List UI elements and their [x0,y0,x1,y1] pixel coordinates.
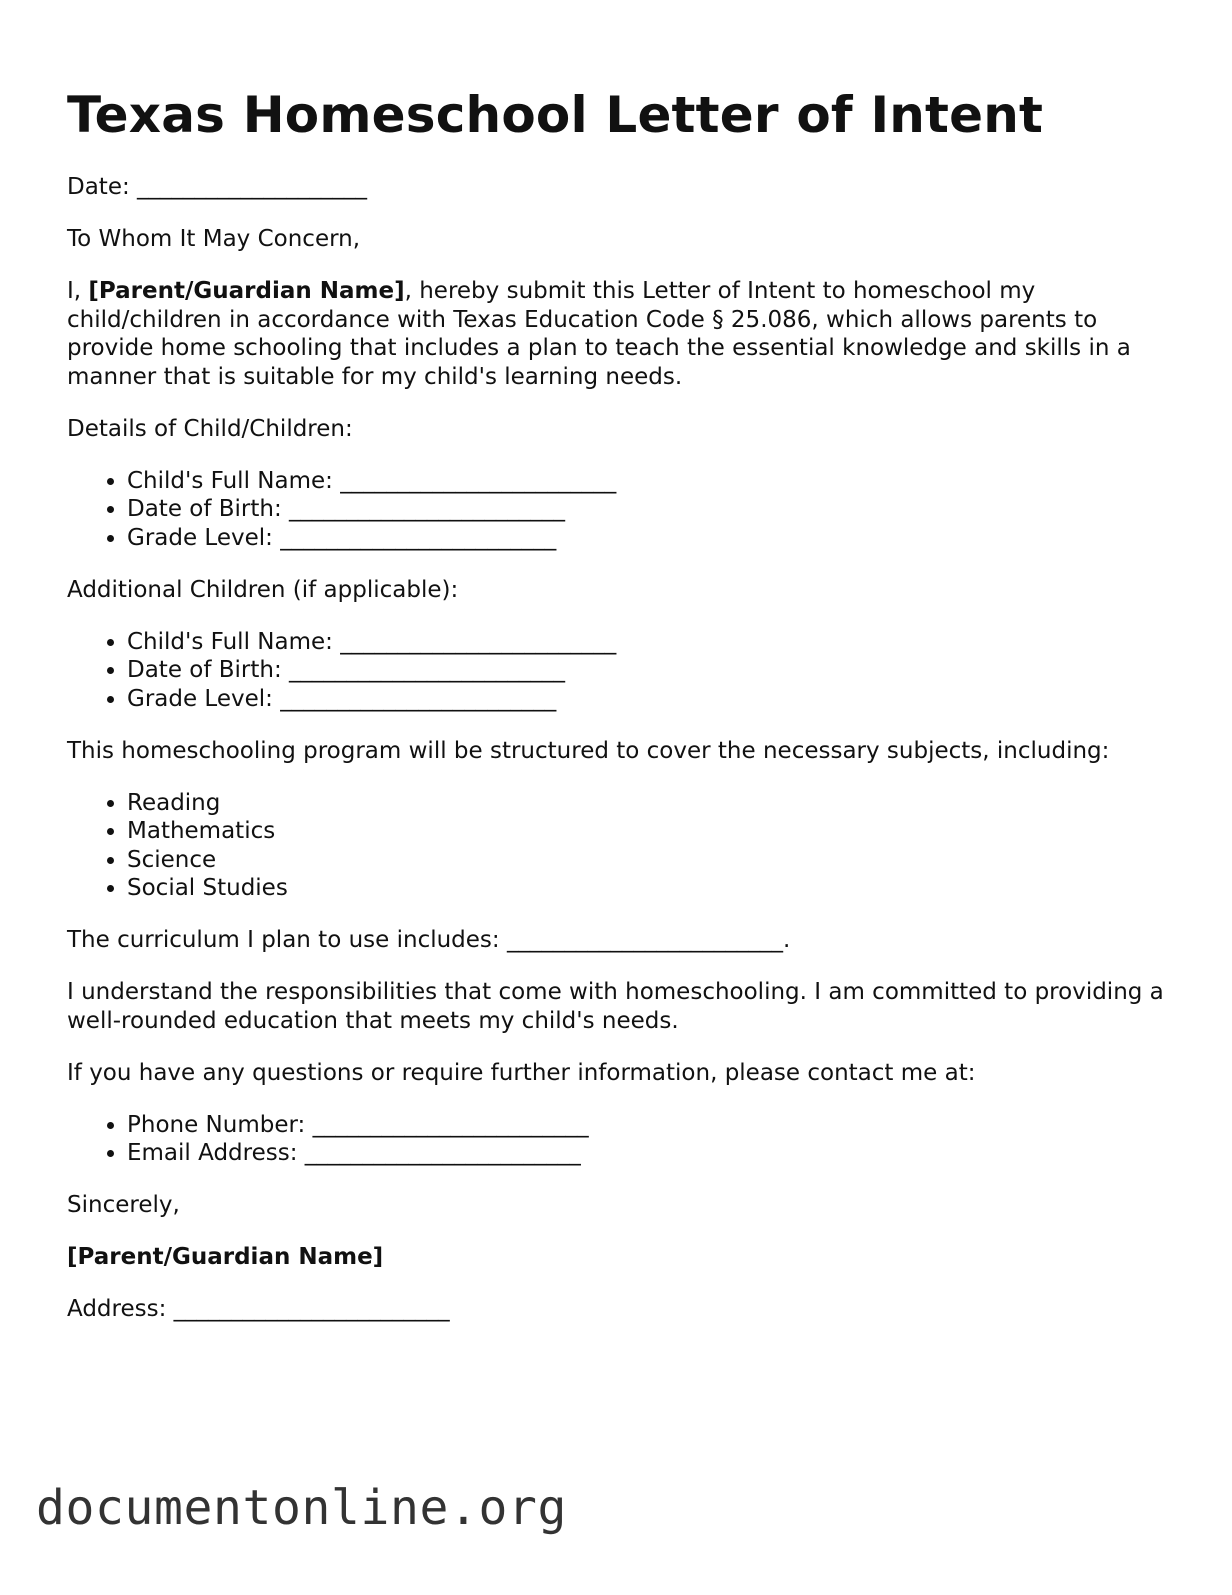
subjects-heading: This homeschooling program will be structured to cover the necessary subjects, including: [67,737,1110,764]
contact-list [67,1111,1177,1168]
additional-children-list [67,628,1177,714]
watermark: documentonline.org [36,1480,567,1536]
contact-heading: If you have any questions or require further information, please contact me at: [67,1059,976,1086]
document-title: Texas Homeschool Letter of Intent [67,86,1044,144]
additional-child-date-of-birth-field: • Date of Birth: ________________________ [127,656,1177,685]
subject-item: • Reading [127,789,1177,818]
child-full-name-field: • Child's Full Name: ________________________ [127,467,1177,496]
email-address-field: • Email Address: ________________________ [127,1139,1177,1168]
subject-item: • Social Studies [127,874,1177,903]
intro-prefix: I, [67,278,89,304]
responsibility-paragraph: I understand the responsibilities that come with homeschooling. I am committed to providing a well-rounded education that meets my child's needs. [67,979,1164,1034]
phone-number-field: • Phone Number: ________________________ [127,1111,1177,1140]
parent-name-placeholder: [Parent/Guardian Name] [88,278,405,304]
child-details-heading: Details of Child/Children: [67,415,353,442]
additional-child-grade-level-field: • Grade Level: ________________________ [127,685,1177,714]
additional-children-heading: Additional Children (if applicable): [67,576,459,603]
letter-document [67,80,1177,1347]
child-details-list [67,467,1177,553]
subject-item: • Mathematics [127,817,1177,846]
address-line: Address: ________________________ [67,1296,450,1322]
salutation: To Whom It May Concern, [67,226,361,252]
signature-name: [Parent/Guardian Name] [67,1244,384,1270]
child-date-of-birth-field: • Date of Birth: ________________________ [127,495,1177,524]
intro-text: , hereby submit this Letter of Intent to homeschool my child/children in accordance with Texas Education Code § 25.086, which allows parents to provide home schooling that includes a plan to teach the essential knowledge and skills in a manner that is suitable for my child's learning needs. [67,278,1131,390]
closing: Sincerely, [67,1192,180,1218]
child-grade-level-field: • Grade Level: ________________________ [127,524,1177,553]
curriculum-line: The curriculum I plan to use includes: ________________________. [67,927,791,953]
additional-child-full-name-field: • Child's Full Name: ________________________ [127,628,1177,657]
subjects-list [67,789,1177,903]
intro-paragraph [67,277,1177,391]
subject-item: • Science [127,846,1177,875]
date-line: Date: ____________________ [67,174,368,200]
